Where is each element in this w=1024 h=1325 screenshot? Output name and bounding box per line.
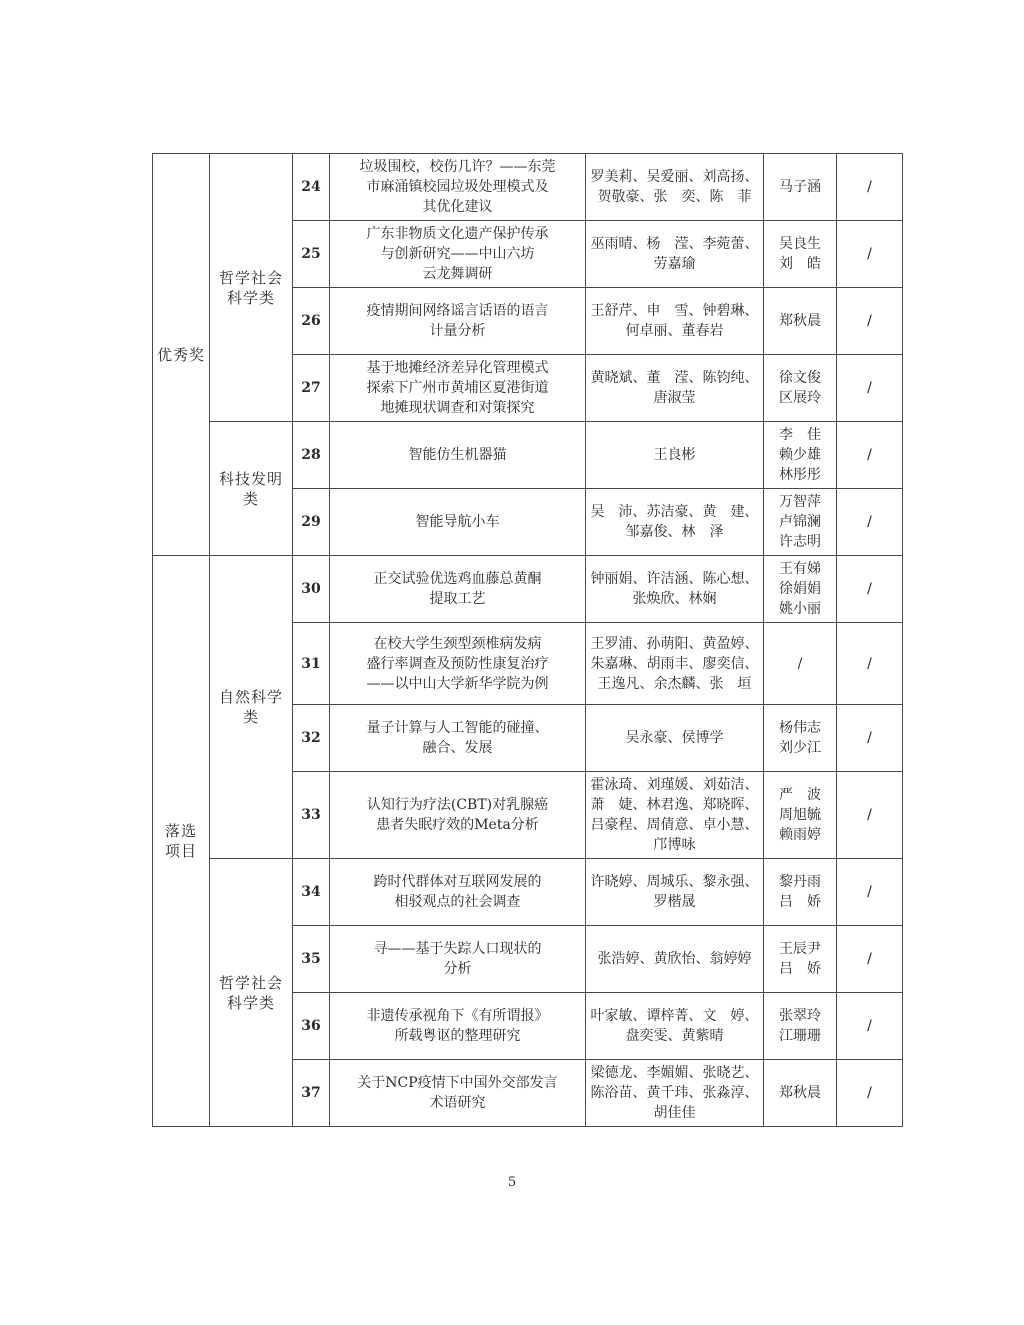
project-authors-line: 许晓婷、周城乐、黎永强、 (590, 874, 759, 890)
row-number: 25 (293, 221, 330, 288)
project-authors-line: 霍泳琦、刘瑾媛、刘茹洁、 (590, 777, 759, 793)
project-result: / (837, 422, 903, 489)
row-number: 30 (293, 556, 330, 623)
project-title-line: 广东非物质文化遗产保护传承 (366, 226, 549, 242)
project-title-line: 基于地摊经济差异化管理模式 (366, 360, 549, 376)
project-authors-line: 叶家敏、谭梓菁、文 婷、 (590, 1008, 759, 1024)
project-title-line: 与创新研究——中山六坊 (380, 246, 535, 262)
project-advisor (764, 288, 837, 355)
project-result: / (837, 221, 903, 288)
category-social-science (210, 154, 293, 422)
category-social-science-text: 哲学社会 (218, 268, 283, 287)
row-number: 32 (293, 705, 330, 772)
project-result: / (837, 556, 903, 623)
project-advisor-line: 吕 娇 (779, 894, 821, 910)
project-title (330, 489, 586, 556)
project-advisor-line: 许志明 (779, 534, 821, 550)
project-advisor (764, 926, 837, 993)
project-advisor-line: 刘 皓 (779, 256, 821, 272)
project-title-line: 跨时代群体对互联网发展的 (373, 874, 542, 890)
project-advisor-line: 马子涵 (779, 179, 821, 195)
project-advisor (764, 556, 837, 623)
project-title-line: 市麻涌镇校园垃圾处理模式及 (366, 179, 549, 195)
project-title-line: 患者失眠疗效的Meta分析 (376, 817, 539, 833)
project-authors-line: 王罗浦、孙萌阳、黄盈婷、 (590, 635, 759, 652)
project-authors-line: 胡佳佳 (653, 1105, 696, 1121)
project-title (330, 355, 586, 422)
project-authors-line: 唐淑莹 (653, 390, 696, 406)
project-title-line: 提取工艺 (429, 591, 486, 607)
project-authors (586, 1060, 764, 1127)
project-authors-line: 吕豪程、周倩意、卓小慧、 (590, 817, 759, 833)
project-authors (586, 221, 764, 288)
project-authors (586, 288, 764, 355)
project-title-line: 计量分析 (429, 323, 486, 339)
project-authors (586, 993, 764, 1060)
project-title-line: ——以中山大学新华学院为例 (366, 675, 549, 692)
project-result: / (837, 489, 903, 556)
project-title-line: 量子计算与人工智能的碰撞、 (366, 720, 549, 736)
row-number: 34 (293, 859, 330, 926)
project-advisor (764, 623, 837, 705)
row-number: 35 (293, 926, 330, 993)
project-title-line: 盛行率调查及预防性康复治疗 (366, 655, 549, 672)
project-authors (586, 355, 764, 422)
project-authors-line: 梁德龙、李媚媚、张晓艺、 (590, 1065, 759, 1081)
project-title (330, 623, 586, 705)
project-advisor-line: 姚小丽 (779, 601, 821, 617)
project-result: / (837, 288, 903, 355)
category-social-science-text: 科学类 (226, 288, 275, 307)
project-result: / (837, 355, 903, 422)
project-authors-line: 何卓丽、董春岩 (625, 323, 724, 339)
project-title (330, 772, 586, 859)
project-title-line: 所载粤讴的整理研究 (394, 1028, 521, 1044)
award-not-selected-text: 落选 (164, 822, 197, 840)
project-result: / (837, 772, 903, 859)
project-authors-line: 张浩婷、黄欣怡、翁婷婷 (597, 951, 752, 967)
project-advisor (764, 1060, 837, 1127)
category-tech-invention-text: 科技发明类 (218, 469, 283, 508)
project-advisor (764, 422, 837, 489)
project-authors (586, 772, 764, 859)
project-title-line: 认知行为疗法(CBT)对乳腺癌 (366, 797, 549, 813)
project-advisor-line: 赖雨婷 (779, 827, 821, 843)
project-authors-line: 邝博咏 (653, 837, 696, 853)
project-title-line: 智能导航小车 (415, 514, 500, 530)
project-title-line: 融合、发展 (422, 740, 493, 756)
project-authors-line: 王舒芹、申 雪、钟碧琳、 (590, 303, 759, 319)
project-authors-line: 陈浴苗、黄千玮、张淼淳、 (590, 1085, 759, 1101)
table-row (153, 859, 903, 926)
project-authors (586, 422, 764, 489)
project-advisor-line: 卢锦澜 (779, 514, 821, 530)
project-advisor (764, 489, 837, 556)
project-advisor-line: 徐文俊 (779, 370, 821, 386)
project-advisor-line: 林彤彤 (779, 467, 821, 483)
project-advisor-line: 郑秋晨 (779, 313, 821, 329)
row-number: 37 (293, 1060, 330, 1127)
row-number: 33 (293, 772, 330, 859)
project-title-line: 非遗传承视角下《有所谓报》 (366, 1008, 549, 1024)
project-title (330, 422, 586, 489)
project-result: / (837, 623, 903, 705)
project-title-line: 地摊现状调查和对策探究 (380, 400, 535, 416)
awards-table (152, 153, 903, 1127)
project-advisor-line: 黎丹雨 (779, 874, 821, 890)
project-title-line: 其优化建议 (422, 199, 493, 215)
project-advisor-line: 吕 娇 (779, 961, 821, 977)
project-authors-line: 贺敬豪、张 奕、陈 菲 (597, 189, 752, 205)
project-advisor-line: 周旭毓 (779, 807, 821, 823)
project-advisor-line: 徐娟娟 (779, 581, 821, 597)
award-not-selected-text: 项目 (164, 842, 197, 860)
award-excellent-text: 优秀奖 (156, 345, 205, 364)
project-advisor-line: 区展玲 (779, 390, 821, 406)
table-row (153, 154, 903, 221)
project-advisor-line: 万智萍 (779, 494, 821, 510)
project-advisor-line: 刘少江 (779, 740, 821, 756)
project-authors (586, 926, 764, 993)
project-authors-line: 王良彬 (653, 447, 696, 463)
project-authors (586, 154, 764, 221)
project-authors-line: 黄晓斌、董 滢、陈钧纯、 (590, 370, 759, 386)
project-advisor-line: / (797, 655, 803, 672)
project-title (330, 288, 586, 355)
row-number: 24 (293, 154, 330, 221)
project-authors-line: 萧 婕、林君逸、郑晓晖、 (590, 797, 759, 813)
project-title (330, 1060, 586, 1127)
project-title-line: 探索下广州市黄埔区夏港街道 (366, 380, 549, 396)
project-authors (586, 556, 764, 623)
row-number: 36 (293, 993, 330, 1060)
project-result: / (837, 1060, 903, 1127)
project-authors (586, 705, 764, 772)
project-advisor-line: 杨伟志 (779, 720, 821, 736)
project-advisor-line: 吴良生 (779, 236, 821, 252)
project-authors-line: 劳嘉瑜 (653, 256, 696, 272)
project-title-line: 寻——基于失踪人口现状的 (373, 941, 542, 957)
project-advisor-line: 张翠玲 (779, 1008, 821, 1024)
project-authors-line: 钟丽娟、许洁涵、陈心想、 (590, 571, 759, 587)
project-authors-line: 吴永豪、侯博学 (625, 730, 724, 746)
row-number: 31 (293, 623, 330, 705)
project-title (330, 154, 586, 221)
project-advisor-line: 王有娣 (779, 561, 821, 577)
award-excellent (153, 154, 210, 556)
project-advisor-line: 李 佳 (779, 427, 821, 443)
category-social-science-text: 哲学社会 (218, 973, 283, 992)
project-advisor (764, 355, 837, 422)
project-authors (586, 859, 764, 926)
project-authors-line: 王逸凡、余杰麟、张 垣 (597, 675, 752, 692)
project-authors-line: 吴 沛、苏洁豪、黄 建、 (590, 504, 759, 520)
project-title-line: 在校大学生颈型颈椎病发病 (373, 635, 542, 652)
project-advisor-line: 郑秋晨 (779, 1085, 821, 1101)
project-advisor-line: 王辰尹 (779, 941, 821, 957)
category-natural-science (210, 556, 293, 859)
project-title (330, 556, 586, 623)
project-result: / (837, 859, 903, 926)
project-title-line: 正交试验优选鸡血藤总黄酮 (373, 571, 542, 587)
project-advisor (764, 705, 837, 772)
project-title-line: 相驳观点的社会调查 (394, 894, 521, 910)
project-title-line: 术语研究 (429, 1095, 486, 1111)
project-advisor-line: 严 波 (779, 787, 821, 803)
project-title (330, 221, 586, 288)
project-advisor (764, 993, 837, 1060)
project-advisor (764, 859, 837, 926)
project-authors-line: 朱嘉琳、胡雨丰、廖奕信、 (590, 655, 759, 672)
project-title-line: 云龙舞调研 (422, 266, 493, 282)
project-authors (586, 489, 764, 556)
project-authors-line: 罗美莉、吴爱丽、刘高扬、 (590, 169, 759, 185)
project-advisor-line: 赖少雄 (779, 447, 821, 463)
project-advisor-line: 江珊珊 (779, 1028, 821, 1044)
category-social-science (210, 859, 293, 1127)
project-result: / (837, 993, 903, 1060)
project-authors (586, 623, 764, 705)
project-advisor (764, 221, 837, 288)
project-advisor (764, 772, 837, 859)
category-tech-invention (210, 422, 293, 556)
project-advisor (764, 154, 837, 221)
project-title-line: 垃圾围校，校伤几许？——东莞 (359, 159, 556, 175)
project-result: / (837, 705, 903, 772)
row-number: 29 (293, 489, 330, 556)
project-title (330, 926, 586, 993)
category-social-science-text: 科学类 (226, 993, 275, 1012)
project-result: / (837, 926, 903, 993)
project-title (330, 705, 586, 772)
category-natural-science-text: 自然科学类 (218, 688, 283, 726)
project-authors-line: 巫雨晴、杨 滢、李菀蕾、 (590, 236, 759, 252)
project-authors-line: 张焕欣、林娴 (632, 591, 717, 607)
award-not-selected (153, 556, 210, 1127)
row-number: 26 (293, 288, 330, 355)
project-title-line: 智能仿生机器猫 (408, 447, 507, 463)
row-number: 27 (293, 355, 330, 422)
project-authors-line: 邹嘉俊、林 泽 (625, 524, 724, 540)
project-result: / (837, 154, 903, 221)
page-number: 5 (507, 1175, 517, 1190)
project-title (330, 993, 586, 1060)
project-authors-line: 盘奕雯、黄紫晴 (625, 1028, 724, 1044)
project-title-line: 疫情期间网络谣言话语的语言 (366, 303, 549, 319)
project-title-line: 关于NCP疫情下中国外交部发言 (357, 1075, 558, 1091)
project-title-line: 分析 (443, 961, 472, 977)
row-number: 28 (293, 422, 330, 489)
table-row (153, 556, 903, 623)
project-authors-line: 罗楷晟 (653, 894, 696, 910)
table-row (153, 422, 903, 489)
project-title (330, 859, 586, 926)
